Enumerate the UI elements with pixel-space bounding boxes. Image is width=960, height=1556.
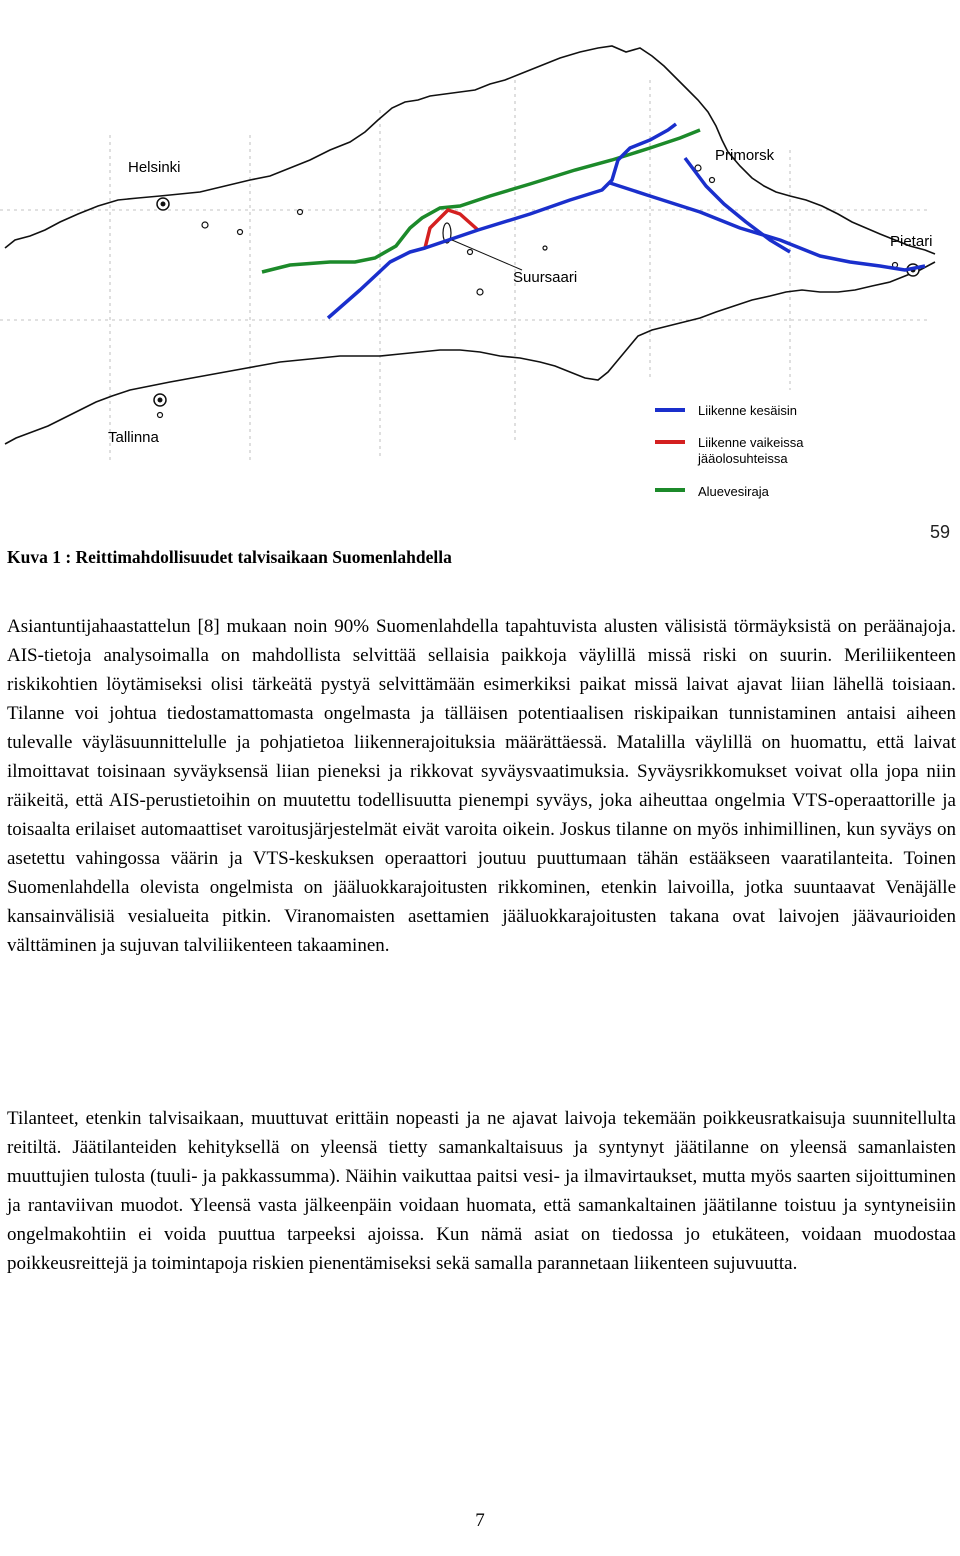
page-number: 7 xyxy=(475,1510,485,1531)
ice-route-line xyxy=(425,210,478,248)
legend-label-boundary: Aluevesiraja xyxy=(698,484,769,499)
city-markers xyxy=(154,198,919,406)
legend-label-summer: Liikenne kesäisin xyxy=(698,403,798,418)
label-tallinna: Tallinna xyxy=(108,429,159,446)
body-paragraph-1: Asiantuntijahaastattelun [8] mukaan noin 90% Suomenlahdella tapahtuvista alusten välisistä törmäyksistä on peräänajoja. AIS-tietoja analysoimalla on mahdollista selvittää sellaisia paikkoja väylillä missä riski on suurin. Meriliikenteen riskikohtien löytämiseksi olisi tärkeätä pystyä selvittämään esimerkiksi paikat missä laivat ajavat liian lähellä toisiaan. Tilanne voi johtua tiedostamattomasta ongelmasta ja tälläisen potentiaalisen riskipaikan tunnistaminen antaisi aiheen tulevalle väyläsuunnittelulle ja pohjatietoa liikennerajoituksia määrättäessä. Matalilla väylillä on huomattu, että laivat ilmoittavat toisinaan syväyksensä liian pieneksi ja rikkovat syväysvaatimuksia. Syväysrikkomukset voivat olla jopa niin räikeitä, että AIS-perustietoihin on muutettu todellisuutta pienempi syväys, joka aiheuttaa ongelmia VTS-operaattorille ja toisaalta erilaiset automaattiset varoitusjärjestelmät eivät varoita oikein. Joskus tilanne on myös inhimillinen, kun syväys on asetettu vahingossa väärin ja VTS-keskuksen operaattori joutuu puuttumaan tähän estääkseen vaaratilanteita. Toinen Suomenlahdella olevista ongelmista on jääluokkarajoitusten rikkominen, etenkin laivoilla, jotka suuntaavat Venäjälle kansainvälisiä vesialueita pitkin. Viranomaisten asettamien jääluokkarajoitusten takana ovat laivojen jäävaurioiden välttäminen ja sujuvan talviliikenteen takaaminen. xyxy=(7,616,956,956)
label-pietari: Pietari xyxy=(890,233,933,250)
label-primorsk: Primorsk xyxy=(715,147,775,164)
map-legend xyxy=(655,403,804,499)
map-page-number: 59 xyxy=(930,522,951,542)
legend-label-ice-1: Liikenne vaikeissa xyxy=(698,435,804,450)
label-helsinki: Helsinki xyxy=(128,159,181,176)
label-suursaari: Suursaari xyxy=(513,269,578,286)
figure-caption: Kuva 1 : Reittimahdollisuudet talvisaikaan Suomenlahdella xyxy=(7,547,452,567)
legend-label-ice-2: jääolosuhteissa xyxy=(698,451,788,466)
suursaari-pointer xyxy=(452,240,522,270)
gulf-of-finland-route-map xyxy=(0,0,960,550)
body-paragraph-2: Tilanteet, etenkin talvisaikaan, muuttuvat erittäin nopeasti ja ne ajavat laivoja tekemään poikkeusratkaisuja suunnitellulta reitiltä. Jäätilanteiden kehityksellä on yleensä tietty samankaltaisuus ja syntynyt jäätilanne on yleensä samanlaisten muuttujien tulosta (tuuli- ja pakkassumma). Näihin vaikuttaa paitsi vesi- ja ilmavirtaukset, mutta myös saarten sijoittuminen ja rantaviivan muodot. Yleensä vasta jälkeenpäin voidaan huomata, että samankaltainen jäätilanne toistuu ja syntyneisiin ongelmakohtiin ei voida puuttua tarpeeksi ajoissa. Kun nämä asiat on tiedossa jo etukäteen, voidaan muodostaa poikkeusreittejä ja toimintapoja riskien pienentämiseksi sekä samalla parannetaan liikenteen sujuvuutta. xyxy=(7,1108,956,1274)
